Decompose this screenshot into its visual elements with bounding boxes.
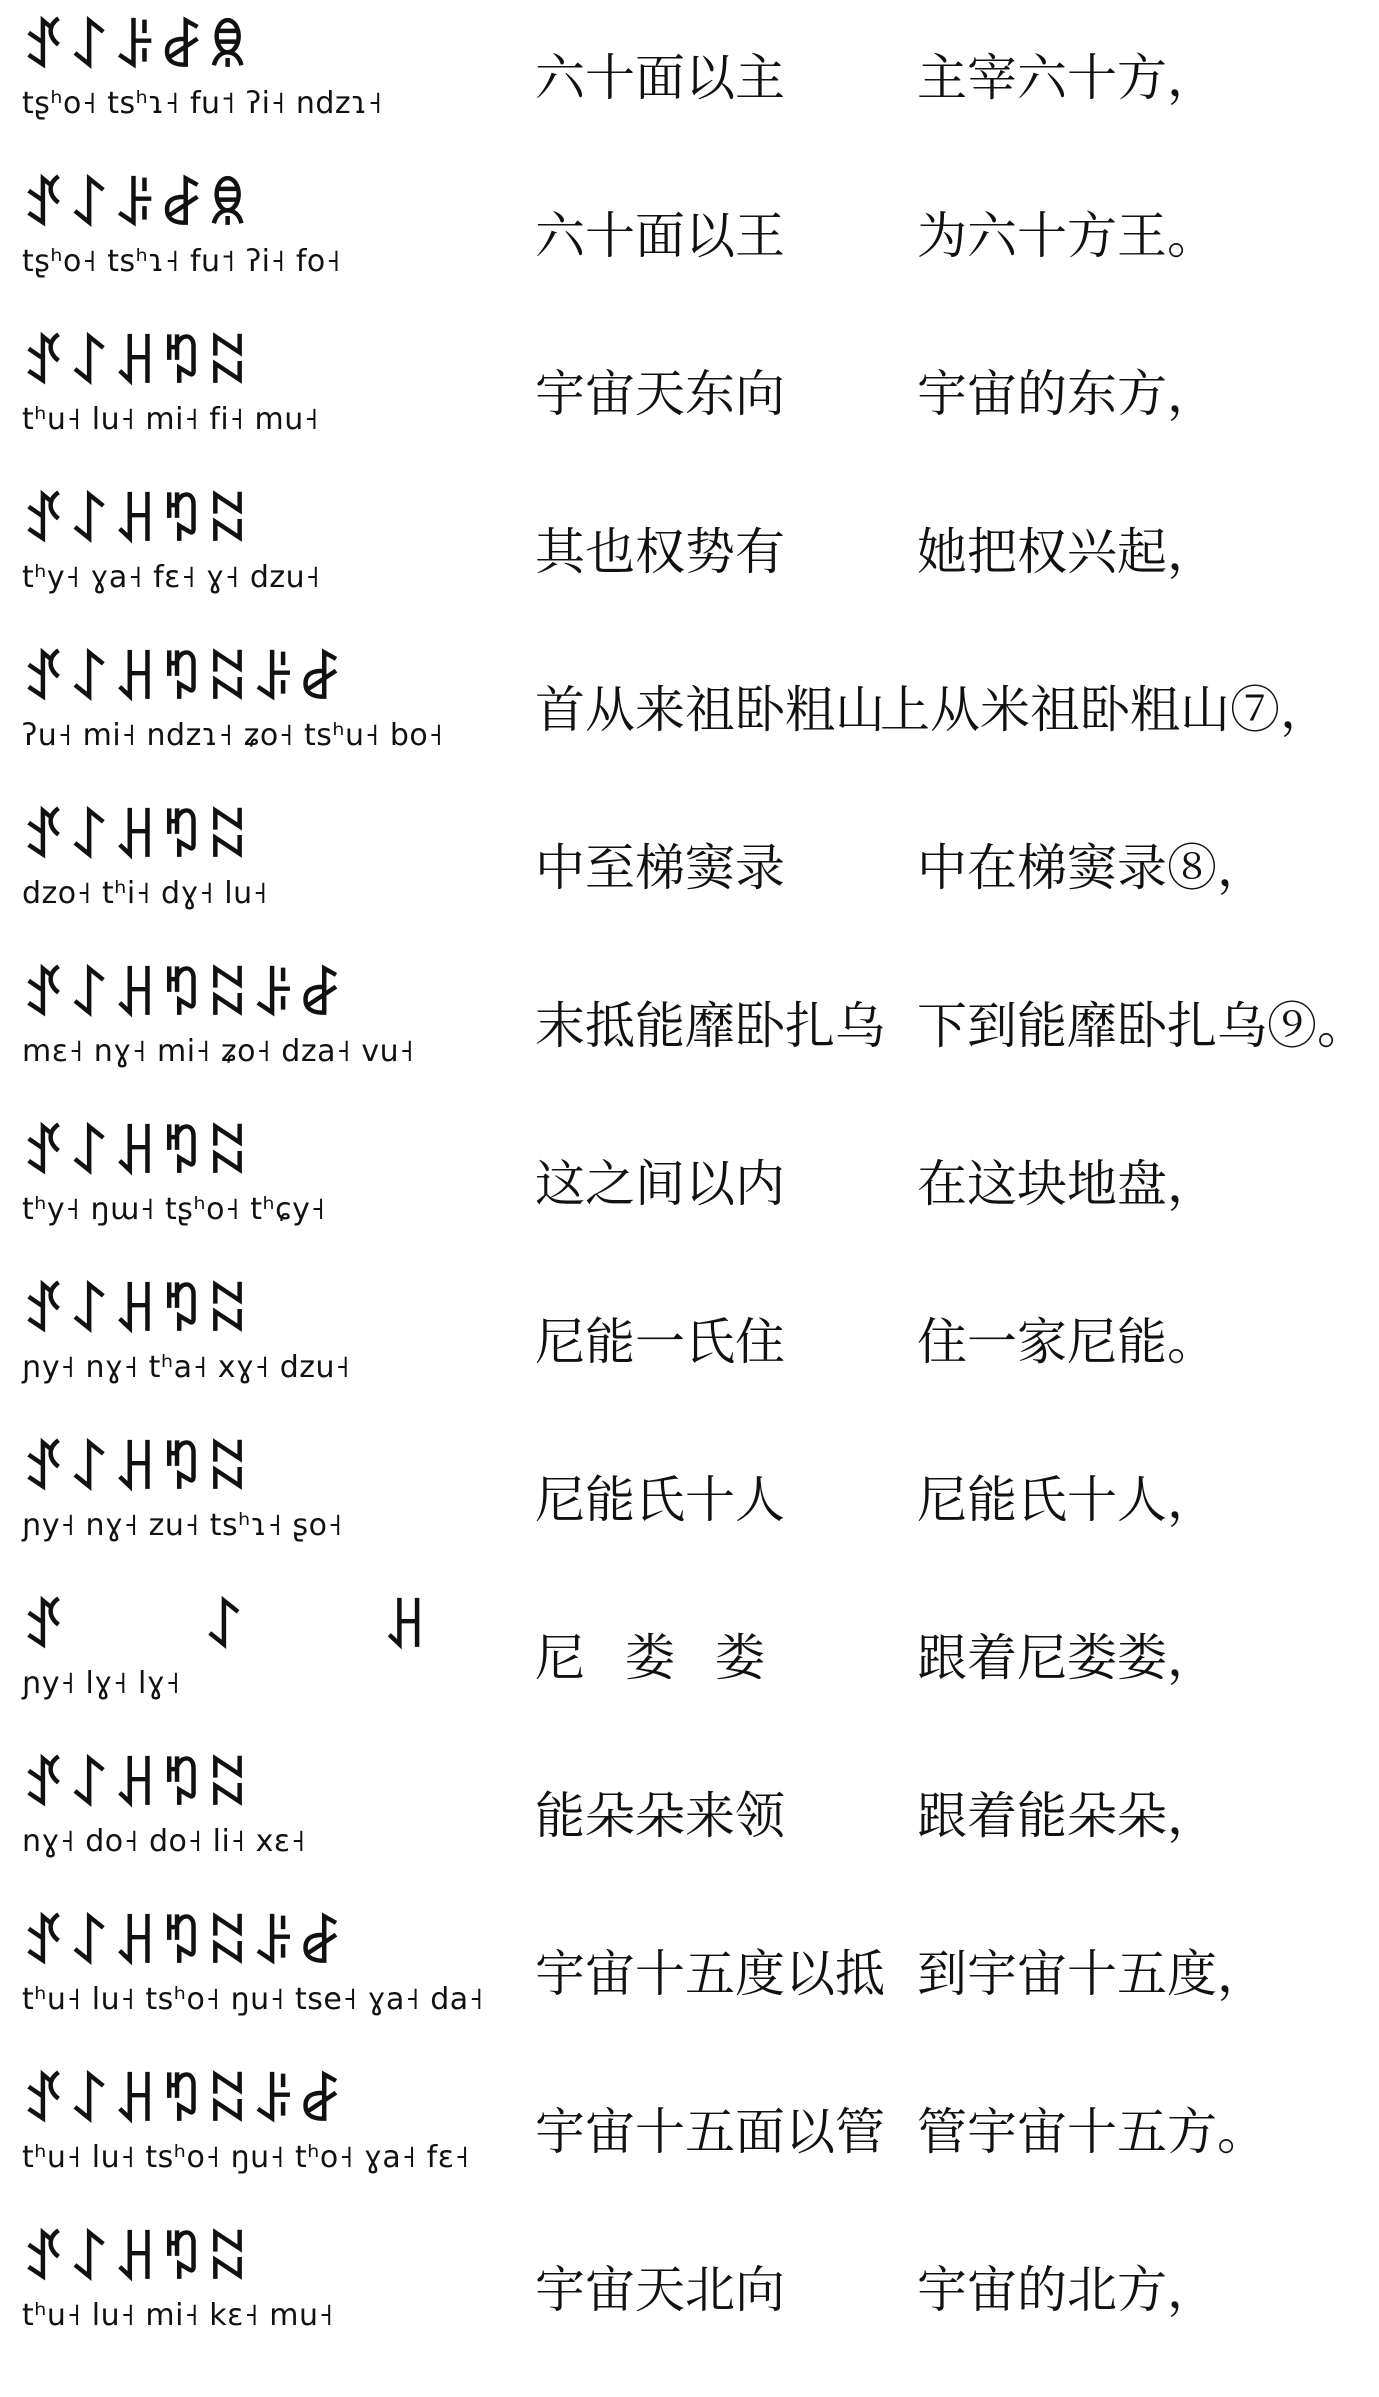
yi-characters: ꀋꋍꃅꑳꉆ: [22, 805, 253, 869]
literal-translation: 首从来祖卧粗山: [535, 681, 885, 739]
free-translation: 跟着能朵朵，: [917, 1787, 1217, 1845]
ipa-transcription: ɲy˧ nɣ˧ zu˧ tsʰɿ˧ ʂo˧: [22, 1508, 343, 1543]
free-translation: 她把权兴起，: [917, 523, 1217, 581]
free-translation: 为六十方王。: [917, 207, 1217, 265]
literal-translation: 尼能氏十人: [535, 1471, 785, 1529]
ipa-transcription: tʰu˧ lu˧ mi˧ kɛ˧ mu˧: [22, 2298, 334, 2333]
ipa-transcription: dzo˧ tʰi˧ dɣ˧ lu˧: [22, 876, 268, 911]
free-translation: 跟着尼娄娄，: [917, 1629, 1217, 1687]
yi-characters: ꀋꋍꃅꑳꉆꌠꆀ: [22, 963, 346, 1027]
verse-line: [0, 1896, 1379, 2054]
literal-translation: 尼能一氏住: [535, 1313, 785, 1371]
yi-characters: ꀋꋍꃅꑳꉆ: [22, 1437, 253, 1501]
free-translation: 到宇宙十五度，: [917, 1945, 1267, 2003]
yi-characters: ꀋꋍꃅꑳꉆ: [22, 1753, 253, 1817]
verse-line: [0, 1264, 1379, 1422]
yi-script-block: [22, 2226, 462, 2361]
yi-characters: ꀋꋍꌠꆀꌋ: [22, 15, 253, 79]
yi-characters: ꀋꋍꃅꑳꉆ: [22, 1121, 253, 1185]
yi-script-block: [22, 1436, 462, 1571]
yi-script-block: [22, 330, 462, 465]
literal-translation: 末抵能靡卧扎乌: [535, 997, 885, 1055]
yi-characters: ꀋꋍꃅꑳꉆꌠꆀ: [22, 2069, 346, 2133]
yi-script-block: [22, 488, 462, 623]
literal-translation: 宇宙天东向: [535, 365, 785, 423]
verse-line: [0, 2212, 1379, 2370]
ipa-transcription: tʂʰo˧ tsʰɿ˧ fu˦ ʔi˧ ndzɿ˧: [22, 86, 383, 121]
literal-translation: 这之间以内: [535, 1155, 785, 1213]
yi-characters: ꀋꋍꌠꆀꌋ: [22, 173, 253, 237]
ipa-transcription: nɣ˧ do˧ do˧ li˧ xɛ˧: [22, 1824, 306, 1859]
yi-script-block: [22, 14, 462, 149]
ipa-transcription: tʰu˧ lu˧ mi˧ fi˧ mu˧: [22, 402, 320, 437]
free-translation: 管宇宙十五方。: [917, 2103, 1267, 2161]
ipa-transcription: tʰy˧ ŋɯ˧ tʂʰo˧ tʰɕy˧: [22, 1192, 326, 1227]
free-translation: 尼能氏十人，: [917, 1471, 1217, 1529]
verse-line: [0, 790, 1379, 948]
literal-translation: 六十面以王: [535, 207, 785, 265]
literal-translation: 六十面以主: [535, 49, 785, 107]
yi-characters: ꀋꋍꃅꑳꉆ: [22, 2227, 253, 2291]
literal-translation: 宇宙十五面以管: [535, 2103, 885, 2161]
yi-script-block: [22, 962, 462, 1097]
literal-translation: 宇宙天北向: [535, 2261, 785, 2319]
yi-characters: ꀋꋍꃅꑳꉆꌠꆀ: [22, 647, 346, 711]
yi-characters: ꀋꋍꃅꑳꉆꌠꆀ: [22, 1911, 346, 1975]
yi-script-block: [22, 1120, 462, 1255]
verse-line: [0, 1738, 1379, 1896]
free-translation: 宇宙的北方，: [917, 2261, 1217, 2319]
free-translation: 下到能靡卧扎乌⑨。: [917, 997, 1367, 1055]
yi-script-block: [22, 1594, 487, 1729]
ipa-transcription: ɲy˧ lɣ˧ lɣ˧: [22, 1666, 181, 1701]
yi-script-block: [22, 172, 462, 307]
yi-characters: ꀋ ꋍ ꃅ: [22, 1595, 487, 1659]
verse-line: [0, 474, 1379, 632]
yi-script-block: [22, 2068, 470, 2203]
free-translation: 住一家尼能。: [917, 1313, 1217, 1371]
verse-line: [0, 0, 1379, 158]
yi-script-block: [22, 646, 462, 781]
literal-translation: 能朵朵来领: [535, 1787, 785, 1845]
ipa-transcription: tʰy˧ ɣa˧ fɛ˧ ɣ˧ dzu˧: [22, 560, 321, 595]
yi-characters: ꀋꋍꃅꑳꉆ: [22, 1279, 253, 1343]
literal-translation: 其也权势有: [535, 523, 785, 581]
yi-script-block: [22, 1752, 462, 1887]
yi-characters: ꀋꋍꃅꑳꉆ: [22, 331, 253, 395]
free-translation: 中在梯窦录⑧，: [917, 839, 1267, 897]
yi-script-block: [22, 1910, 484, 2045]
yi-characters: ꀋꋍꃅꑳꉆ: [22, 489, 253, 553]
ipa-transcription: tʰu˧ lu˧ tsʰo˧ ŋu˧ tʰo˧ ɣa˧ fɛ˧: [22, 2140, 470, 2175]
ipa-transcription: mɛ˧ nɣ˧ mi˧ ʑo˧ dza˧ vu˧: [22, 1034, 415, 1069]
verse-line: [0, 1106, 1379, 1264]
verse-line: [0, 632, 1379, 790]
verse-line: [0, 316, 1379, 474]
verse-line: [0, 158, 1379, 316]
ipa-transcription: ʔu˧ mi˧ ndzɿ˧ ʑo˧ tsʰu˧ bo˧: [22, 718, 444, 753]
literal-translation: 中至梯窦录: [535, 839, 785, 897]
literal-translation: 宇宙十五度以抵: [535, 1945, 885, 2003]
literal-translation: 尼娄娄: [535, 1629, 805, 1687]
verse-line: [0, 948, 1379, 1106]
verse-line: [0, 1422, 1379, 1580]
verse-line: [0, 2054, 1379, 2212]
yi-script-block: [22, 804, 462, 939]
ipa-transcription: tʂʰo˧ tsʰɿ˧ fu˦ ʔi˧ fo˧: [22, 244, 342, 279]
ipa-transcription: ɲy˧ nɣ˧ tʰa˧ xɣ˧ dzu˧: [22, 1350, 351, 1385]
yi-script-block: [22, 1278, 462, 1413]
ipa-transcription: tʰu˧ lu˧ tsʰo˧ ŋu˧ tse˧ ɣa˧ da˧: [22, 1982, 484, 2017]
free-translation: 上从米祖卧粗山⑦，: [880, 681, 1330, 739]
verse-line: [0, 1580, 1379, 1738]
free-translation: 宇宙的东方，: [917, 365, 1217, 423]
free-translation: 主宰六十方，: [917, 49, 1217, 107]
free-translation: 在这块地盘，: [917, 1155, 1217, 1213]
